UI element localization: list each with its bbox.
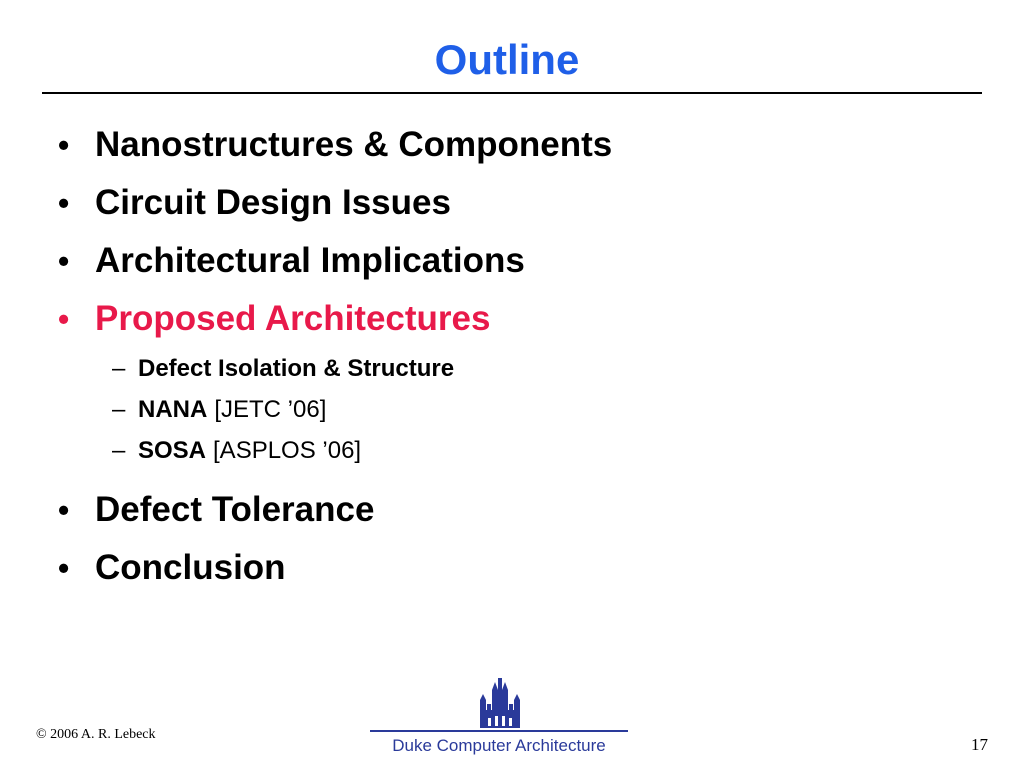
title-divider bbox=[42, 92, 982, 94]
outline-item bbox=[58, 232, 978, 290]
outline-item-label: Defect Tolerance bbox=[95, 490, 375, 529]
page-number: 17 bbox=[971, 735, 988, 754]
outline-item-label: Circuit Design Issues bbox=[95, 183, 451, 222]
list-spacer bbox=[58, 471, 978, 481]
dash-marker: – bbox=[112, 355, 126, 382]
outline-subitem bbox=[58, 430, 978, 471]
outline-subitem bbox=[58, 348, 978, 389]
outline-subitem bbox=[58, 389, 978, 430]
outline-item-label: Proposed Architectures bbox=[95, 299, 491, 338]
bullet-marker: • bbox=[58, 301, 70, 337]
copyright-notice: © 2006 A. R. Lebeck bbox=[36, 727, 156, 742]
outline-item bbox=[58, 539, 978, 597]
outline-subitem-label: NANA bbox=[138, 396, 208, 423]
citation: [JETC ’06] bbox=[214, 396, 327, 423]
outline-item-label: Nanostructures & Components bbox=[95, 125, 613, 164]
outline-item bbox=[58, 174, 978, 232]
outline-subitem-label: SOSA bbox=[138, 437, 207, 464]
outline-subitem-label: Defect Isolation & Structure bbox=[138, 355, 455, 382]
slide-title: Outline bbox=[434, 36, 580, 83]
organization-name: Duke Computer Architecture bbox=[392, 736, 606, 755]
bullet-marker: • bbox=[58, 243, 70, 279]
outline-item bbox=[58, 481, 978, 539]
dash-marker: – bbox=[112, 437, 126, 464]
dash-marker: – bbox=[112, 396, 126, 423]
outline-item-label: Architectural Implications bbox=[95, 241, 525, 280]
bullet-marker: • bbox=[58, 185, 70, 221]
outline-item bbox=[58, 116, 978, 174]
citation: [ASPLOS ’06] bbox=[213, 437, 362, 464]
bullet-marker: • bbox=[58, 550, 70, 586]
duke-chapel-icon bbox=[370, 676, 628, 736]
outline-list bbox=[58, 116, 978, 597]
duke-logo bbox=[370, 676, 628, 760]
bullet-marker: • bbox=[58, 127, 70, 163]
bullet-marker: • bbox=[58, 492, 70, 528]
outline-item-current bbox=[58, 290, 978, 348]
outline-item-label: Conclusion bbox=[95, 548, 286, 587]
